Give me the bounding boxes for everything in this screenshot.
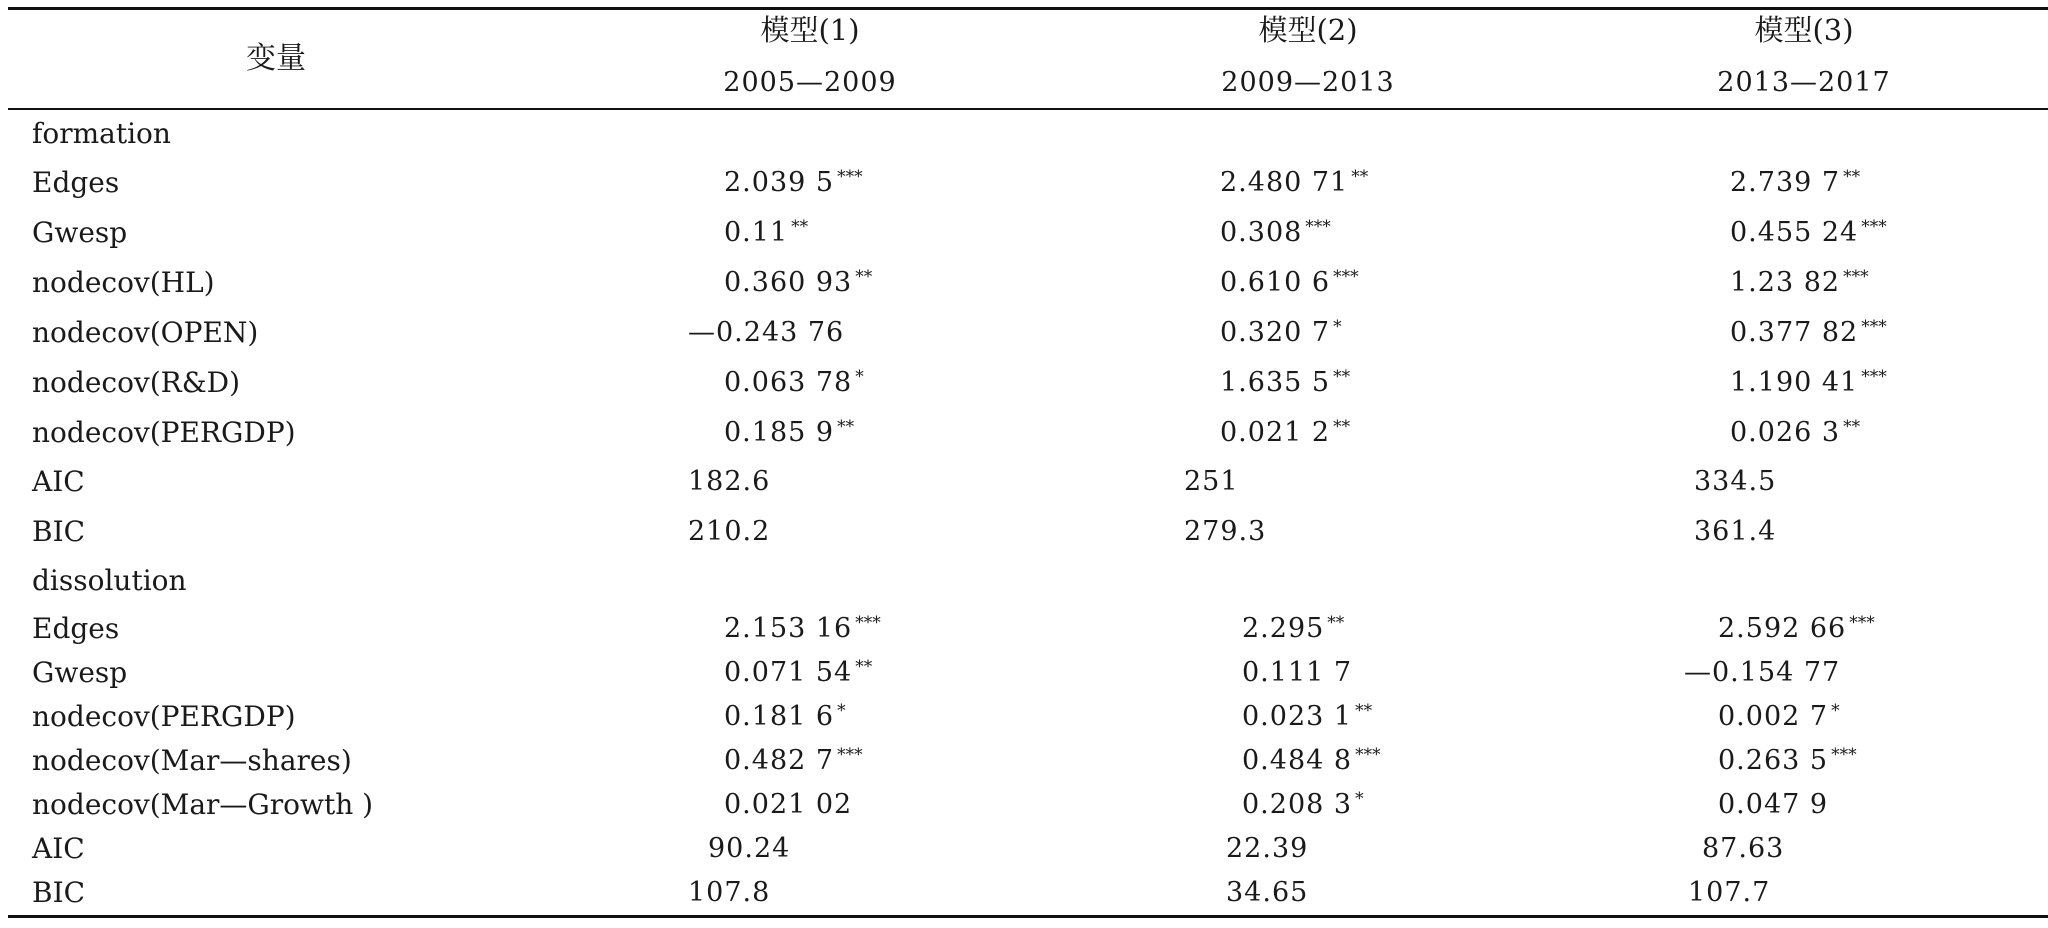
row-label: AIC bbox=[32, 465, 85, 498]
row-label: nodecov(R&D) bbox=[32, 366, 241, 399]
significance-stars: ** bbox=[837, 417, 855, 437]
significance-stars: ** bbox=[1327, 613, 1345, 633]
row-label: nodecov(PERGDP) bbox=[32, 416, 296, 449]
significance-stars: * bbox=[1333, 317, 1342, 337]
cell-model-2: 251 bbox=[1184, 466, 1239, 497]
header-variable: 变量 bbox=[246, 41, 306, 76]
cell-model-1: 0.021 02 bbox=[724, 789, 853, 820]
section-label-dissolution: dissolution bbox=[32, 564, 187, 597]
cell-model-2: 1.635 5 ** bbox=[1220, 367, 1351, 398]
regression-table bbox=[8, 0, 2048, 928]
cell-model-2: 279.3 bbox=[1184, 516, 1267, 547]
significance-stars: ** bbox=[855, 657, 873, 677]
significance-stars: *** bbox=[1831, 745, 1857, 765]
row-label: nodecov(HL) bbox=[32, 266, 215, 299]
cell-model-1: 2.039 5 *** bbox=[724, 167, 863, 198]
cell-model-1: 0.071 54 ** bbox=[724, 657, 873, 688]
cell-model-3: 1.190 41 *** bbox=[1730, 367, 1887, 398]
header-model-1-period: 2005—2009 bbox=[723, 67, 897, 98]
cell-model-2: 0.023 1 ** bbox=[1242, 701, 1373, 732]
cell-model-2: 22.39 bbox=[1226, 833, 1309, 864]
row-label: Gwesp bbox=[32, 216, 128, 249]
significance-stars: ** bbox=[1843, 167, 1861, 187]
cell-model-1: 2.153 16 *** bbox=[724, 613, 881, 644]
cell-model-3: 0.263 5 *** bbox=[1718, 745, 1857, 776]
cell-model-2: 0.308 *** bbox=[1220, 217, 1331, 248]
cell-model-1: 210.2 bbox=[688, 516, 771, 547]
significance-stars: *** bbox=[1355, 745, 1381, 765]
cell-model-3: 2.592 66 *** bbox=[1718, 613, 1875, 644]
cell-model-1: 0.181 6 * bbox=[724, 701, 846, 732]
cell-model-3: 1.23 82 *** bbox=[1730, 267, 1869, 298]
cell-model-2: 0.021 2 ** bbox=[1220, 417, 1351, 448]
significance-stars: ** bbox=[1333, 417, 1351, 437]
cell-model-3: 107.7 bbox=[1688, 877, 1771, 908]
significance-stars: *** bbox=[1861, 217, 1887, 237]
row-label: Gwesp bbox=[32, 656, 128, 689]
significance-stars: *** bbox=[1861, 367, 1887, 387]
cell-model-1: —0.243 76 bbox=[688, 317, 845, 348]
significance-stars: ** bbox=[855, 267, 873, 287]
cell-model-3: 0.026 3 ** bbox=[1730, 417, 1861, 448]
row-label: BIC bbox=[32, 876, 86, 909]
cell-model-3: 334.5 bbox=[1694, 466, 1777, 497]
row-label: nodecov(Mar—shares) bbox=[32, 744, 352, 777]
cell-model-2: 2.480 71 ** bbox=[1220, 167, 1369, 198]
cell-model-3: 0.455 24 *** bbox=[1730, 217, 1887, 248]
cell-model-3: 361.4 bbox=[1694, 516, 1777, 547]
header-model-3-name: 模型(3) bbox=[1754, 13, 1854, 47]
significance-stars: ** bbox=[1333, 367, 1351, 387]
significance-stars: *** bbox=[1305, 217, 1331, 237]
row-label: nodecov(PERGDP) bbox=[32, 700, 296, 733]
row-label: nodecov(OPEN) bbox=[32, 316, 259, 349]
significance-stars: ** bbox=[1843, 417, 1861, 437]
cell-model-2: 2.295 ** bbox=[1242, 613, 1345, 644]
cell-model-1: 90.24 bbox=[708, 833, 791, 864]
row-label: AIC bbox=[32, 832, 85, 865]
significance-stars: * bbox=[1831, 701, 1840, 721]
top-rule bbox=[8, 7, 2048, 10]
significance-stars: *** bbox=[1843, 267, 1869, 287]
cell-model-2: 0.484 8 *** bbox=[1242, 745, 1381, 776]
significance-stars: *** bbox=[1849, 613, 1875, 633]
header-model-2-name: 模型(2) bbox=[1258, 13, 1358, 47]
header-model-1-name: 模型(1) bbox=[760, 13, 860, 47]
row-label: Edges bbox=[32, 612, 120, 645]
cell-model-3: 0.047 9 bbox=[1718, 789, 1829, 820]
significance-stars: * bbox=[855, 367, 864, 387]
row-label: BIC bbox=[32, 515, 86, 548]
significance-stars: *** bbox=[1333, 267, 1359, 287]
significance-stars: ** bbox=[1351, 167, 1369, 187]
cell-model-3: 2.739 7 ** bbox=[1730, 167, 1861, 198]
header-model-3-period: 2013—2017 bbox=[1717, 67, 1891, 98]
significance-stars: * bbox=[1355, 789, 1364, 809]
cell-model-1: 0.185 9 ** bbox=[724, 417, 855, 448]
significance-stars: * bbox=[837, 701, 846, 721]
section-label-formation: formation bbox=[32, 117, 171, 150]
cell-model-3: —0.154 77 bbox=[1684, 657, 1841, 688]
significance-stars: *** bbox=[1861, 317, 1887, 337]
cell-model-2: 0.208 3 * bbox=[1242, 789, 1364, 820]
header-model-2-period: 2009—2013 bbox=[1221, 67, 1395, 98]
cell-model-1: 0.11 ** bbox=[724, 217, 809, 248]
cell-model-1: 107.8 bbox=[688, 877, 771, 908]
cell-model-2: 0.111 7 bbox=[1242, 657, 1353, 688]
cell-model-2: 0.320 7 * bbox=[1220, 317, 1342, 348]
cell-model-1: 0.360 93 ** bbox=[724, 267, 873, 298]
significance-stars: *** bbox=[837, 167, 863, 187]
significance-stars: ** bbox=[1355, 701, 1373, 721]
bottom-rule bbox=[8, 915, 2048, 918]
cell-model-3: 0.377 82 *** bbox=[1730, 317, 1887, 348]
header-rule bbox=[8, 108, 2048, 110]
significance-stars: *** bbox=[855, 613, 881, 633]
cell-model-1: 0.063 78 * bbox=[724, 367, 864, 398]
cell-model-2: 0.610 6 *** bbox=[1220, 267, 1359, 298]
cell-model-3: 0.002 7 * bbox=[1718, 701, 1840, 732]
cell-model-3: 87.63 bbox=[1702, 833, 1785, 864]
row-label: Edges bbox=[32, 166, 120, 199]
cell-model-1: 182.6 bbox=[688, 466, 771, 497]
significance-stars: *** bbox=[837, 745, 863, 765]
cell-model-2: 34.65 bbox=[1226, 877, 1309, 908]
row-label: nodecov(Mar—Growth ) bbox=[32, 788, 374, 821]
significance-stars: ** bbox=[791, 217, 809, 237]
cell-model-1: 0.482 7 *** bbox=[724, 745, 863, 776]
